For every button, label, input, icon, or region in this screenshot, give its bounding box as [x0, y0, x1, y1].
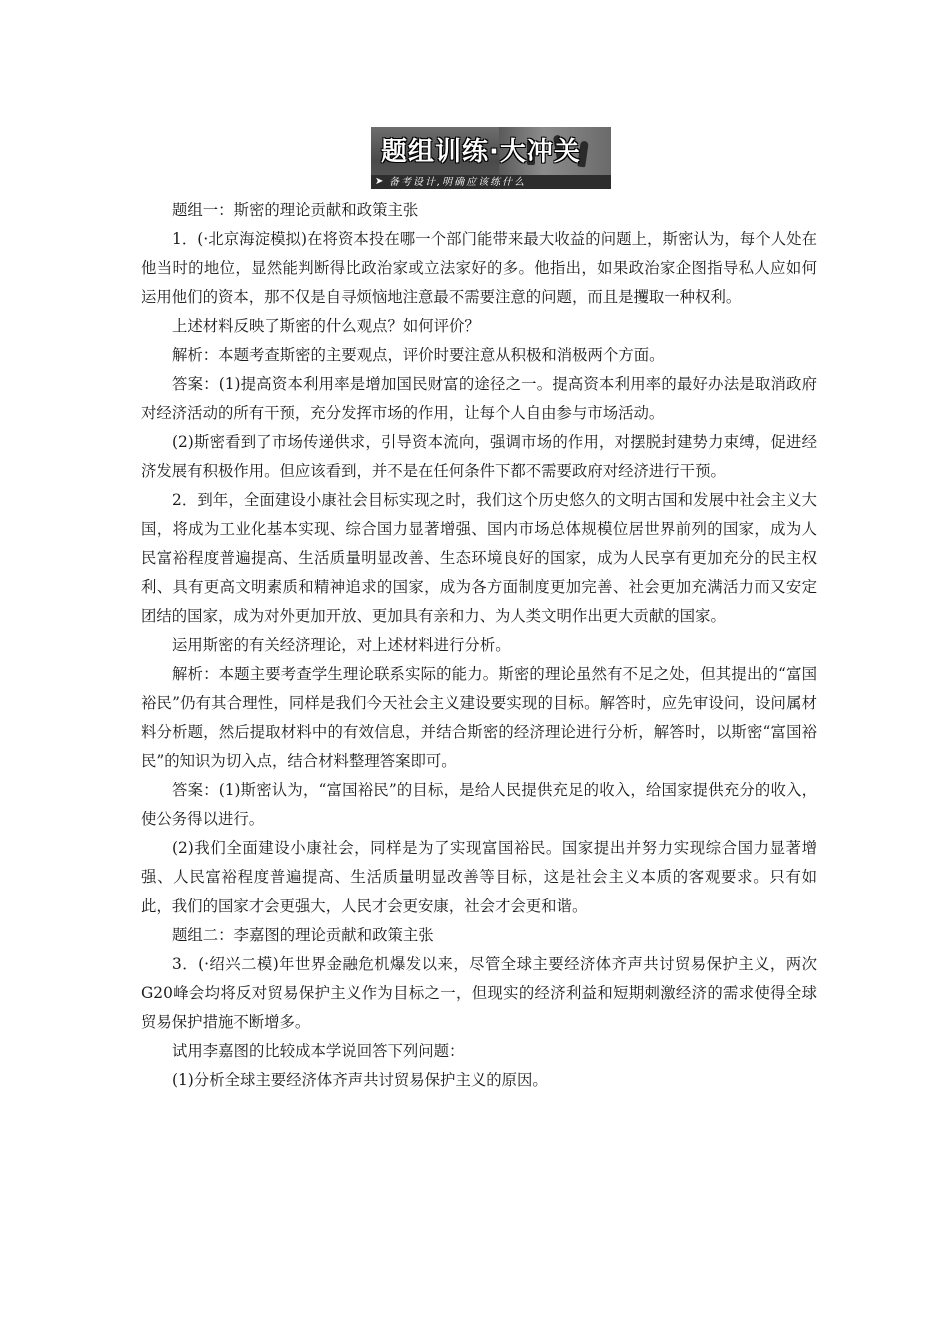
- answer-paragraph: (2)我们全面建设小康社会，同样是为了实现富国裕民。国家提出并努力实现综合国力显著增强、人民富裕程度普遍提高、生活质量明显改善等目标，这是社会主义本质的客观要求。只有如此，我们的国家才会更强大，人民才会更安康，社会才会更和谐。: [141, 839, 817, 915]
- answer-paragraph: (2)斯密看到了市场传递供求，引导资本流向，强调市场的作用，对摆脱封建势力束缚，促进经济发展有积极作用。但应该看到，并不是在任何条件下都不需要政府对经济进行干预。: [141, 433, 817, 480]
- question-paragraph: 1．(·北京海淀模拟)在将资本投在哪一个部门能带来最大收益的问题上，斯密认为，每个人处在他当时的地位，显然能判断得比政治家或立法家好的多。他指出，如果政治家企图指导私人应如何运用他们的资本，那不仅是自寻烦恼地注意最不需要注意的问题，而且是攫取一种权利。: [141, 230, 817, 306]
- banner-subtitle: 备考设计,明确应该练什么: [389, 177, 527, 188]
- document-body: [141, 196, 817, 1095]
- question-paragraph: 3．(·绍兴二模)年世界金融危机爆发以来，尽管全球主要经济体齐声共讨贸易保护主义，两次G20峰会均将反对贸易保护主义作为目标之一，但现实的经济利益和短期刺激经济的需求使得全球贸易保护措施不断增多。: [141, 955, 817, 1031]
- section-banner: [371, 127, 611, 189]
- analysis-paragraph: 解析：本题主要考查学生理论联系实际的能力。斯密的理论虽然有不足之处，但其提出的“富国裕民”仍有其合理性，同样是我们今天社会主义建设要实现的目标。解答时，应先审设问，设问属材料分析题，然后提取材料中的有效信息，并结合斯密的经济理论进行分析，解答时，以斯密“富国裕民”的知识为切入点，结合材料整理答案即可。: [141, 665, 817, 770]
- question-prompt: 试用李嘉图的比较成本学说回答下列问题：: [172, 1042, 465, 1060]
- question-prompt: 运用斯密的有关经济理论，对上述材料进行分析。: [172, 636, 511, 654]
- answer-paragraph: 答案：(1)提高资本利用率是增加国民财富的途径之一。提高资本利用率的最好办法是取消政府对经济活动的所有干预，充分发挥市场的作用，让每个人自由参与市场活动。: [141, 375, 817, 422]
- answer-paragraph: 答案：(1)斯密认为，“富国裕民”的目标，是给人民提供充足的收入，给国家提供充分的收入，使公务得以进行。: [141, 781, 817, 828]
- arrow-icon: ➤: [375, 176, 384, 187]
- group-heading: 题组二：李嘉图的理论贡献和政策主张: [172, 926, 434, 944]
- question-paragraph: 2．到年，全面建设小康社会目标实现之时，我们这个历史悠久的文明古国和发展中社会主义大国，将成为工业化基本实现、综合国力显著增强、国内市场总体规模位居世界前列的国家，成为人民富裕程度普遍提高、生活质量明显改善、生态环境良好的国家，成为人民享有更加充分的民主权利、具有更高文明素质和精神追求的国家，成为各方面制度更加完善、社会更加充满活力而又安定团结的国家，成为对外更加开放、更加具有亲和力、为人类文明作出更大贡献的国家。: [141, 491, 817, 625]
- group-heading: 题组一：斯密的理论贡献和政策主张: [172, 201, 419, 219]
- sub-question: (1)分析全球主要经济体齐声共讨贸易保护主义的原因。: [172, 1071, 548, 1089]
- question-prompt: 上述材料反映了斯密的什么观点？如何评价？: [172, 317, 480, 335]
- analysis-paragraph: 解析：本题考查斯密的主要观点，评价时要注意从积极和消极两个方面。: [172, 346, 665, 364]
- banner-title: 题组训练·大冲关: [381, 137, 581, 167]
- banner-subtitle-bar: [371, 175, 611, 189]
